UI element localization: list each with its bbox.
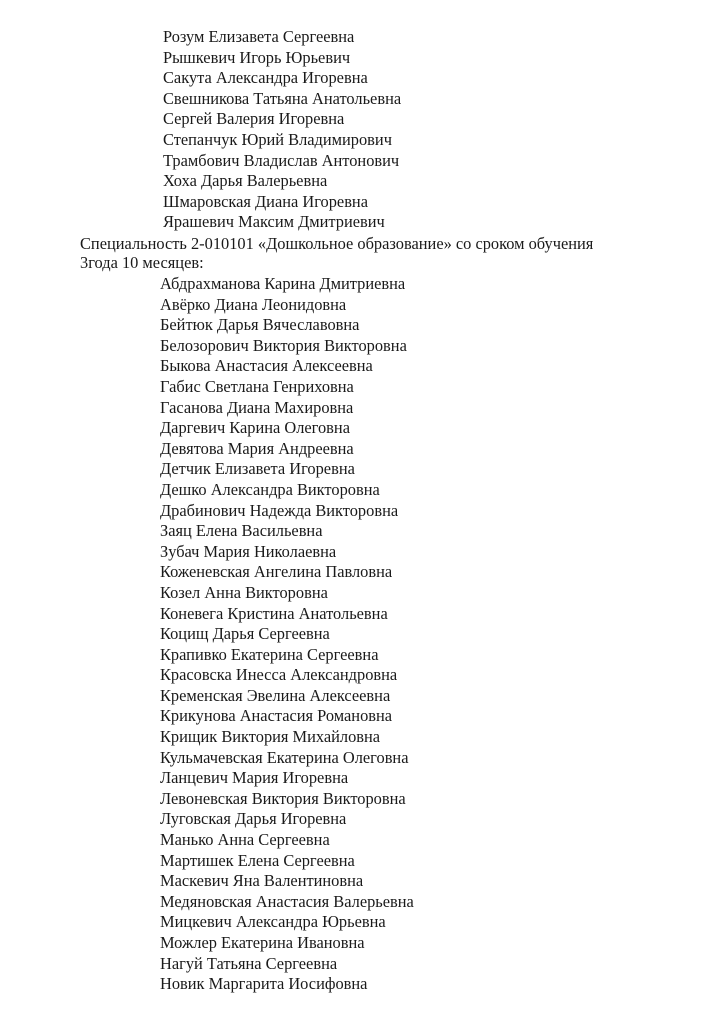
student-name: Розум Елизавета Сергеевна <box>163 27 355 46</box>
specialty-duration-line: 3года 10 месяцев: <box>80 252 204 272</box>
student-list-continued <box>163 27 401 233</box>
student-name: Ярашевич Максим Дмитриевич <box>163 212 385 232</box>
student-name: Заяц Елена Васильевна <box>160 521 323 541</box>
student-name: Кременская Эвелина Алексеевна <box>160 685 391 705</box>
student-name: Рышкевич Игорь Юрьевич <box>163 47 351 67</box>
student-name: Степанчук Юрий Владимирович <box>163 129 392 149</box>
student-name: Бейтюк Дарья Вячеславовна <box>160 315 360 335</box>
student-name: Трамбович Владислав Антонович <box>163 150 400 170</box>
student-list-preschool <box>160 274 414 995</box>
student-name: Свешникова Татьяна Анатольевна <box>163 88 402 108</box>
student-name: Мицкевич Александра Юрьевна <box>160 912 386 932</box>
student-name: Габис Светлана Генриховна <box>160 376 354 396</box>
student-name: Девятова Мария Андреевна <box>160 438 354 458</box>
student-name: Быкова Анастасия Алексеевна <box>160 356 373 376</box>
student-name: Крикунова Анастасия Романовна <box>160 706 393 726</box>
student-name: Даргевич Карина Олеговна <box>160 418 350 438</box>
specialty-line: Специальность 2-010101 «Дошкольное образование» со сроком обучения <box>80 234 594 253</box>
student-name: Медяновская Анастасия Валерьевна <box>160 891 414 911</box>
student-name: Драбинович Надежда Викторовна <box>160 500 399 520</box>
student-name: Манько Анна Сергеевна <box>160 830 330 850</box>
student-name: Мартишек Елена Сергеевна <box>160 850 355 870</box>
student-name: Дешко Александра Викторовна <box>160 479 380 499</box>
student-name: Сакута Александра Игоревна <box>163 68 368 88</box>
student-name: Коженевская Ангелина Павловна <box>160 562 393 582</box>
student-name: Крищик Виктория Михайловна <box>160 727 381 747</box>
student-name: Зубач Мария Николаевна <box>160 541 337 561</box>
student-name: Луговская Дарья Игоревна <box>160 809 347 829</box>
student-name: Новик Маргарита Иосифовна <box>160 974 368 994</box>
student-name: Козел Анна Викторовна <box>160 582 328 602</box>
student-name: Ланцевич Мария Игоревна <box>160 768 349 788</box>
student-name: Можлер Екатерина Ивановна <box>160 933 365 952</box>
student-name: Шмаровская Диана Игоревна <box>163 191 368 211</box>
student-name: Кульмачевская Екатерина Олеговна <box>160 747 409 767</box>
student-name: Коцищ Дарья Сергеевна <box>160 624 330 644</box>
student-name: Абдрахманова Карина Дмитриевна <box>160 274 406 293</box>
student-name: Коневега Кристина Анатольевна <box>160 603 388 623</box>
student-name: Белозорович Виктория Викторовна <box>160 335 407 355</box>
student-name: Хоха Дарья Валерьевна <box>163 171 328 191</box>
student-name: Левоневская Виктория Викторовна <box>160 788 406 808</box>
student-name: Красовска Инесса Александровна <box>160 665 398 685</box>
student-name: Гасанова Диана Махировна <box>160 397 354 417</box>
student-name: Авёрко Диана Леонидовна <box>160 294 347 314</box>
student-name: Нагуй Татьяна Сергеевна <box>160 953 338 973</box>
specialty-heading <box>80 235 680 272</box>
student-name: Крапивко Екатерина Сергеевна <box>160 644 379 664</box>
student-name: Детчик Елизавета Игоревна <box>160 459 355 479</box>
student-name: Маскевич Яна Валентиновна <box>160 871 364 891</box>
student-name: Сергей Валерия Игоревна <box>163 109 345 129</box>
